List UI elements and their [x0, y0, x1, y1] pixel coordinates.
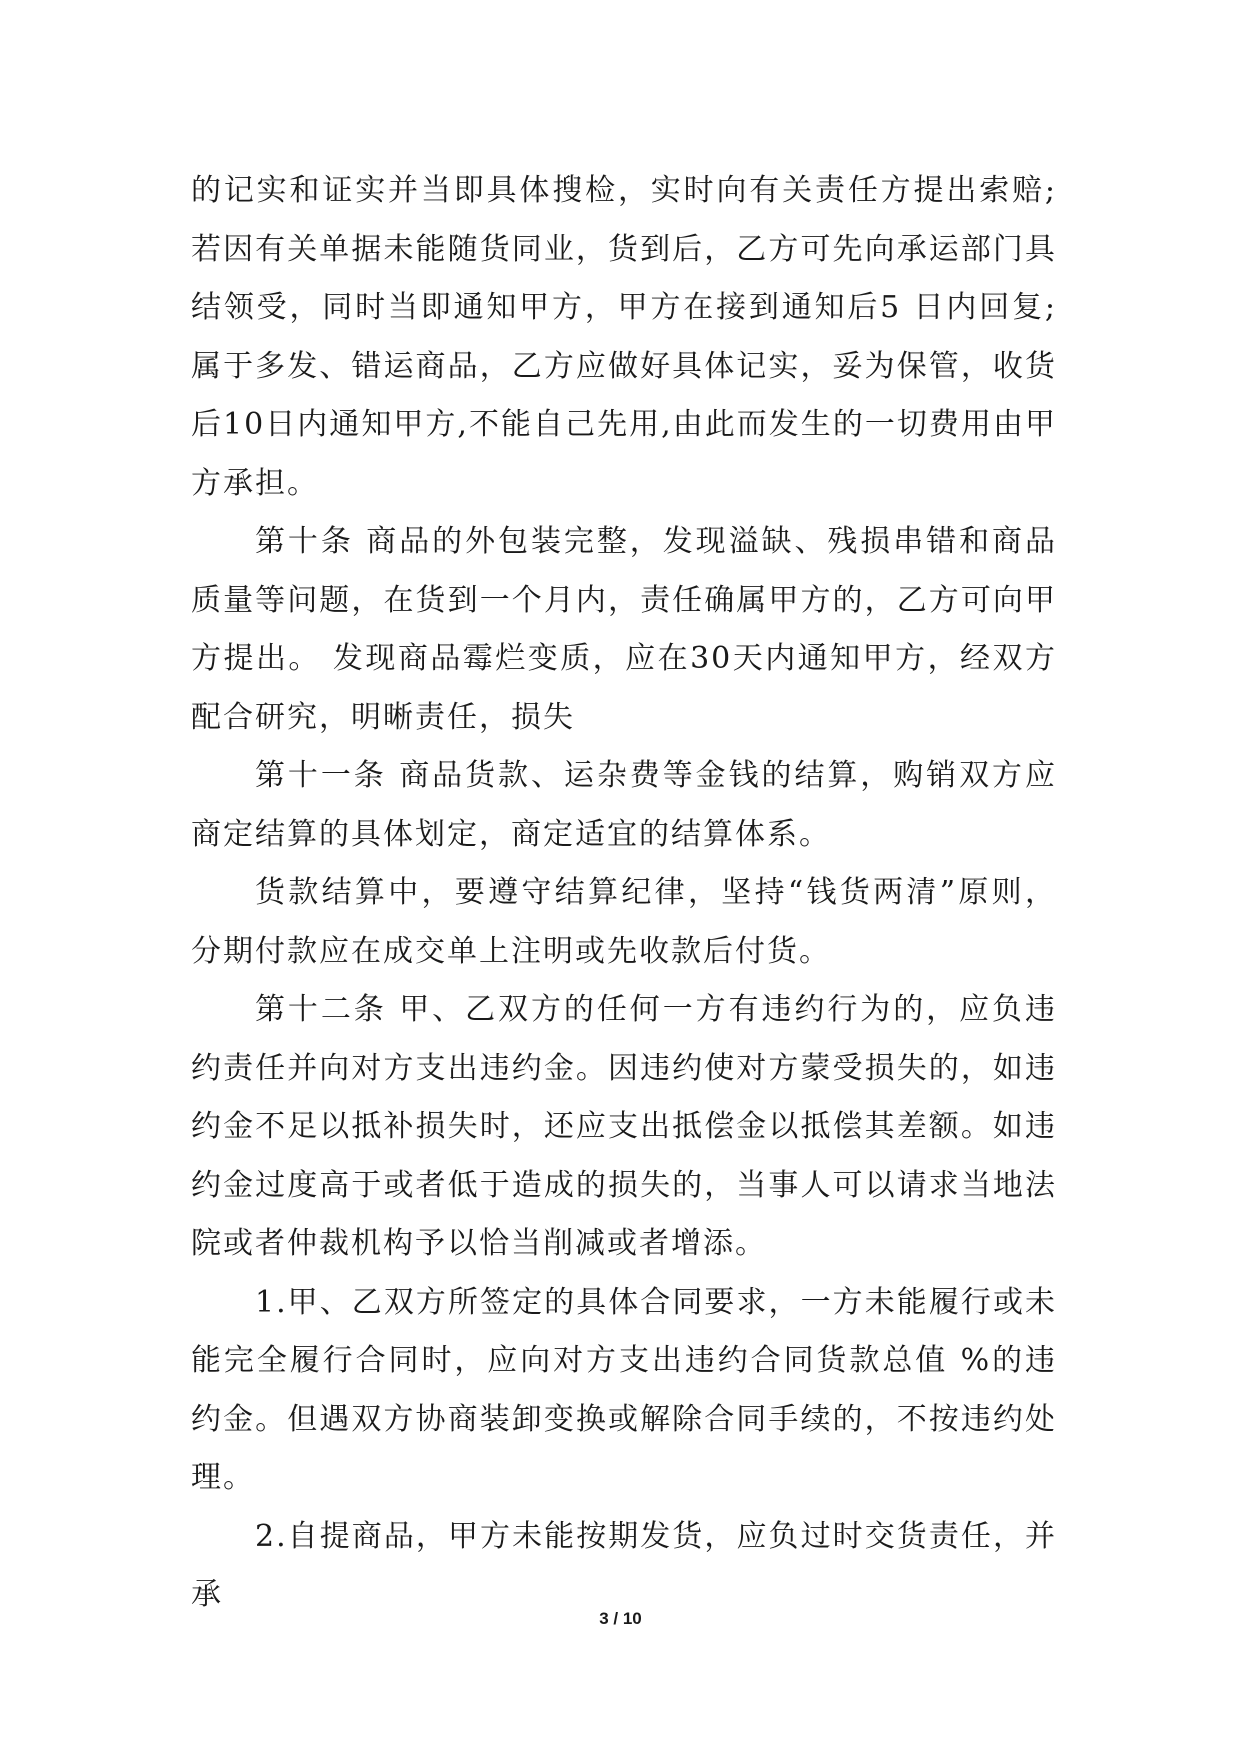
paragraph-1: 的记实和证实并当即具体搜检，实时向有关责任方提出索赔;若因有关单据未能随货同业，货到后，乙方可先向承运部门具结领受，同时当即通知甲方，甲方在接到通知后5 日内回复;属于多发、错运商品，乙方应做好具体记实，妥为保管，收货后10日内通知甲方,不能自己先用,由此而发生的一切费用由甲方承担。	[191, 173, 1057, 501]
paragraph-payment-settlement: 货款结算中，要遵守结算纪律，坚持“钱货两清”原则，分期付款应在成交单上注明或先收款后付货。	[191, 875, 1057, 969]
paragraph-article-11: 第十一条 商品货款、运杂费等金钱的结算，购销双方应商定结算的具体划定，商定适宜的结算体系。	[191, 758, 1057, 852]
paragraph-clause-2: 2.自提商品，甲方未能按期发货，应负过时交货责任，并承	[191, 1518, 1057, 1612]
paragraph-article-12: 第十二条 甲、乙双方的任何一方有违约行为的，应负违约责任并向对方支出违约金。因违约使对方蒙受损失的，如违约金不足以抵补损失时，还应支出抵偿金以抵偿其差额。如违约金过度高于或者低于造成的损失的，当事人可以请求当地法院或者仲裁机构予以恰当削减或者增添。	[191, 992, 1057, 1261]
paragraph-article-10: 第十条 商品的外包装完整，发现溢缺、残损串错和商品质量等问题，在货到一个月内，责任确属甲方的，乙方可向甲方提出。 发现商品霉烂变质，应在30天内通知甲方，经双方配合研究，明晰责任，损失	[191, 524, 1057, 735]
document-body	[191, 162, 1057, 1625]
paragraph-clause-1: 1.甲、乙双方所签定的具体合同要求，一方未能履行或未能完全履行合同时，应向对方支出违约合同货款总值 %的违约金。但遇双方协商装卸变换或解除合同手续的，不按违约处理。	[191, 1284, 1057, 1495]
page-number: 3 / 10	[599, 1609, 642, 1628]
